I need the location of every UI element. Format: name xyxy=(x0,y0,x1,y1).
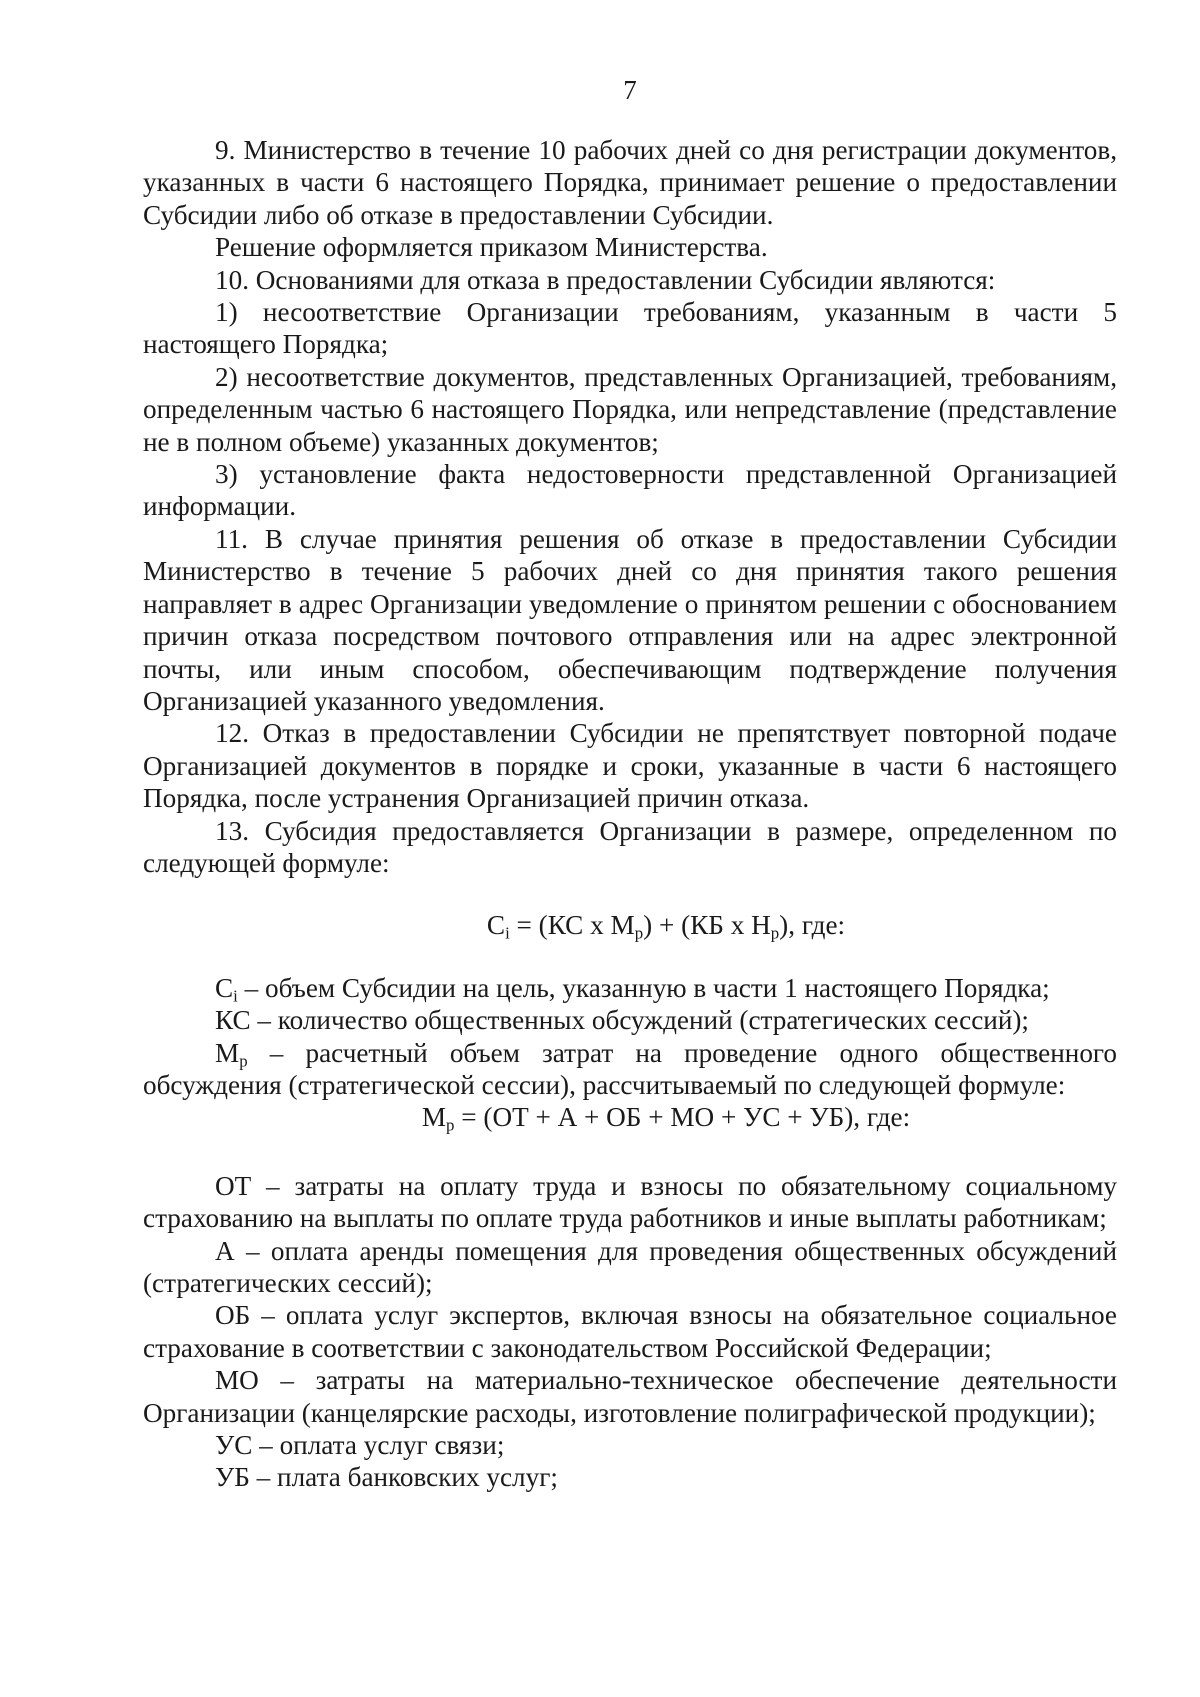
document-body xyxy=(143,134,1117,1494)
paragraph-9: 9. Министерство в течение 10 рабочих дней со дня регистрации документов, указанных в части 6 настоящего Порядка, принимает решение о предоставлении Субсидии либо об отказе в предоставлении Субсидии. xyxy=(143,135,1117,230)
definition-ci-subscript: i xyxy=(233,986,238,1006)
mp-formula xyxy=(143,1101,1117,1136)
definition-mp-text: – расчетный объем затрат на проведение одного общественного обсуждения (стратегической сессии), рассчитываемый по следующей формуле: xyxy=(143,1037,1117,1100)
definition-mp xyxy=(143,1037,1117,1102)
paragraph-13: 13. Субсидия предоставляется Организации в размере, определенном по следующей формуле: xyxy=(143,815,1117,878)
formula-tail: ), где: xyxy=(779,910,846,941)
definition-ci xyxy=(143,972,1117,1004)
mp-formula-tail: = (ОТ + А + ОБ + МО + УС + УБ), где: xyxy=(454,1102,911,1133)
definition-ks: КС – количество общественных обсуждений (стратегических сессий); xyxy=(215,1005,1029,1036)
definition-mp-symbol: М xyxy=(215,1037,240,1068)
definition-ci-symbol: C xyxy=(215,972,234,1003)
component-mo: МО – затраты на материально-техническое обеспечение деятельности Организации (канцелярские расходы, изготовление полиграфической продукции); xyxy=(143,1365,1117,1428)
formula-m-subscript: р xyxy=(634,924,644,944)
component-ot: ОТ – затраты на оплату труда и взносы по обязательному социальному страхованию на выплаты по оплате труда работников и иные выплаты работникам; xyxy=(143,1170,1117,1234)
formula-part-2: ) + (КБ х Н xyxy=(643,910,771,941)
formula-h-subscript: р xyxy=(770,924,780,944)
paragraph-10-item-3: 3) установление факта недостоверности представленной Организацией информации. xyxy=(143,459,1117,522)
paragraph-11: 11. В случае принятия решения об отказе в предоставлении Субсидии Министерство в течение 5 рабочих дней со дня принятия такого решения направляет в адрес Организации уведомление о принятом решении с обоснованием причин отказа посредством почтового отправления или на адрес электронной почты, или иным способом, обеспечивающим подтверждение получения Организацией указанного уведомления. xyxy=(143,523,1117,716)
paragraph-9-decision: Решение оформляется приказом Министерства. xyxy=(215,232,768,263)
mp-formula-subscript: р xyxy=(446,1116,455,1136)
paragraph-10: 10. Основаниями для отказа в предоставлении Субсидии являются: xyxy=(215,264,996,295)
paragraph-10-item-2: 2) несоответствие документов, представленных Организацией, требованиям, определенным частью 6 настоящего Порядка, или непредставление (представление не в полном объеме) указанных документов; xyxy=(143,361,1117,457)
formula-part-1: = (КС х М xyxy=(509,910,635,941)
formula-c-subscript: i xyxy=(505,924,510,944)
component-ob: ОБ – оплата услуг экспертов, включая взносы на обязательное социальное страхование в соответствии с законодательством Российской Федерации; xyxy=(143,1300,1117,1363)
component-a: А – оплата аренды помещения для проведения общественных обсуждений (стратегических сессий); xyxy=(143,1235,1117,1298)
mp-formula-m: М xyxy=(421,1102,447,1133)
component-ub: УБ – плата банковских услуг; xyxy=(215,1462,558,1493)
formula-c: C xyxy=(486,910,506,941)
paragraph-10-item-1: 1) несоответствие Организации требованиям, указанным в части 5 настоящего Порядка; xyxy=(143,297,1117,360)
definition-ci-text: – объем Субсидии на цель, указанную в части 1 настоящего Порядка; xyxy=(237,972,1050,1003)
definition-mp-subscript: р xyxy=(239,1051,248,1071)
component-us: УС – оплата услуг связи; xyxy=(215,1430,505,1461)
subsidy-formula xyxy=(143,909,1117,944)
paragraph-12: 12. Отказ в предоставлении Субсидии не препятствует повторной подаче Организацией документов в порядке и сроки, указанные в части 6 настоящего Порядка, после устранения Организацией причин отказа. xyxy=(143,718,1117,814)
page-number: 7 xyxy=(623,75,637,105)
